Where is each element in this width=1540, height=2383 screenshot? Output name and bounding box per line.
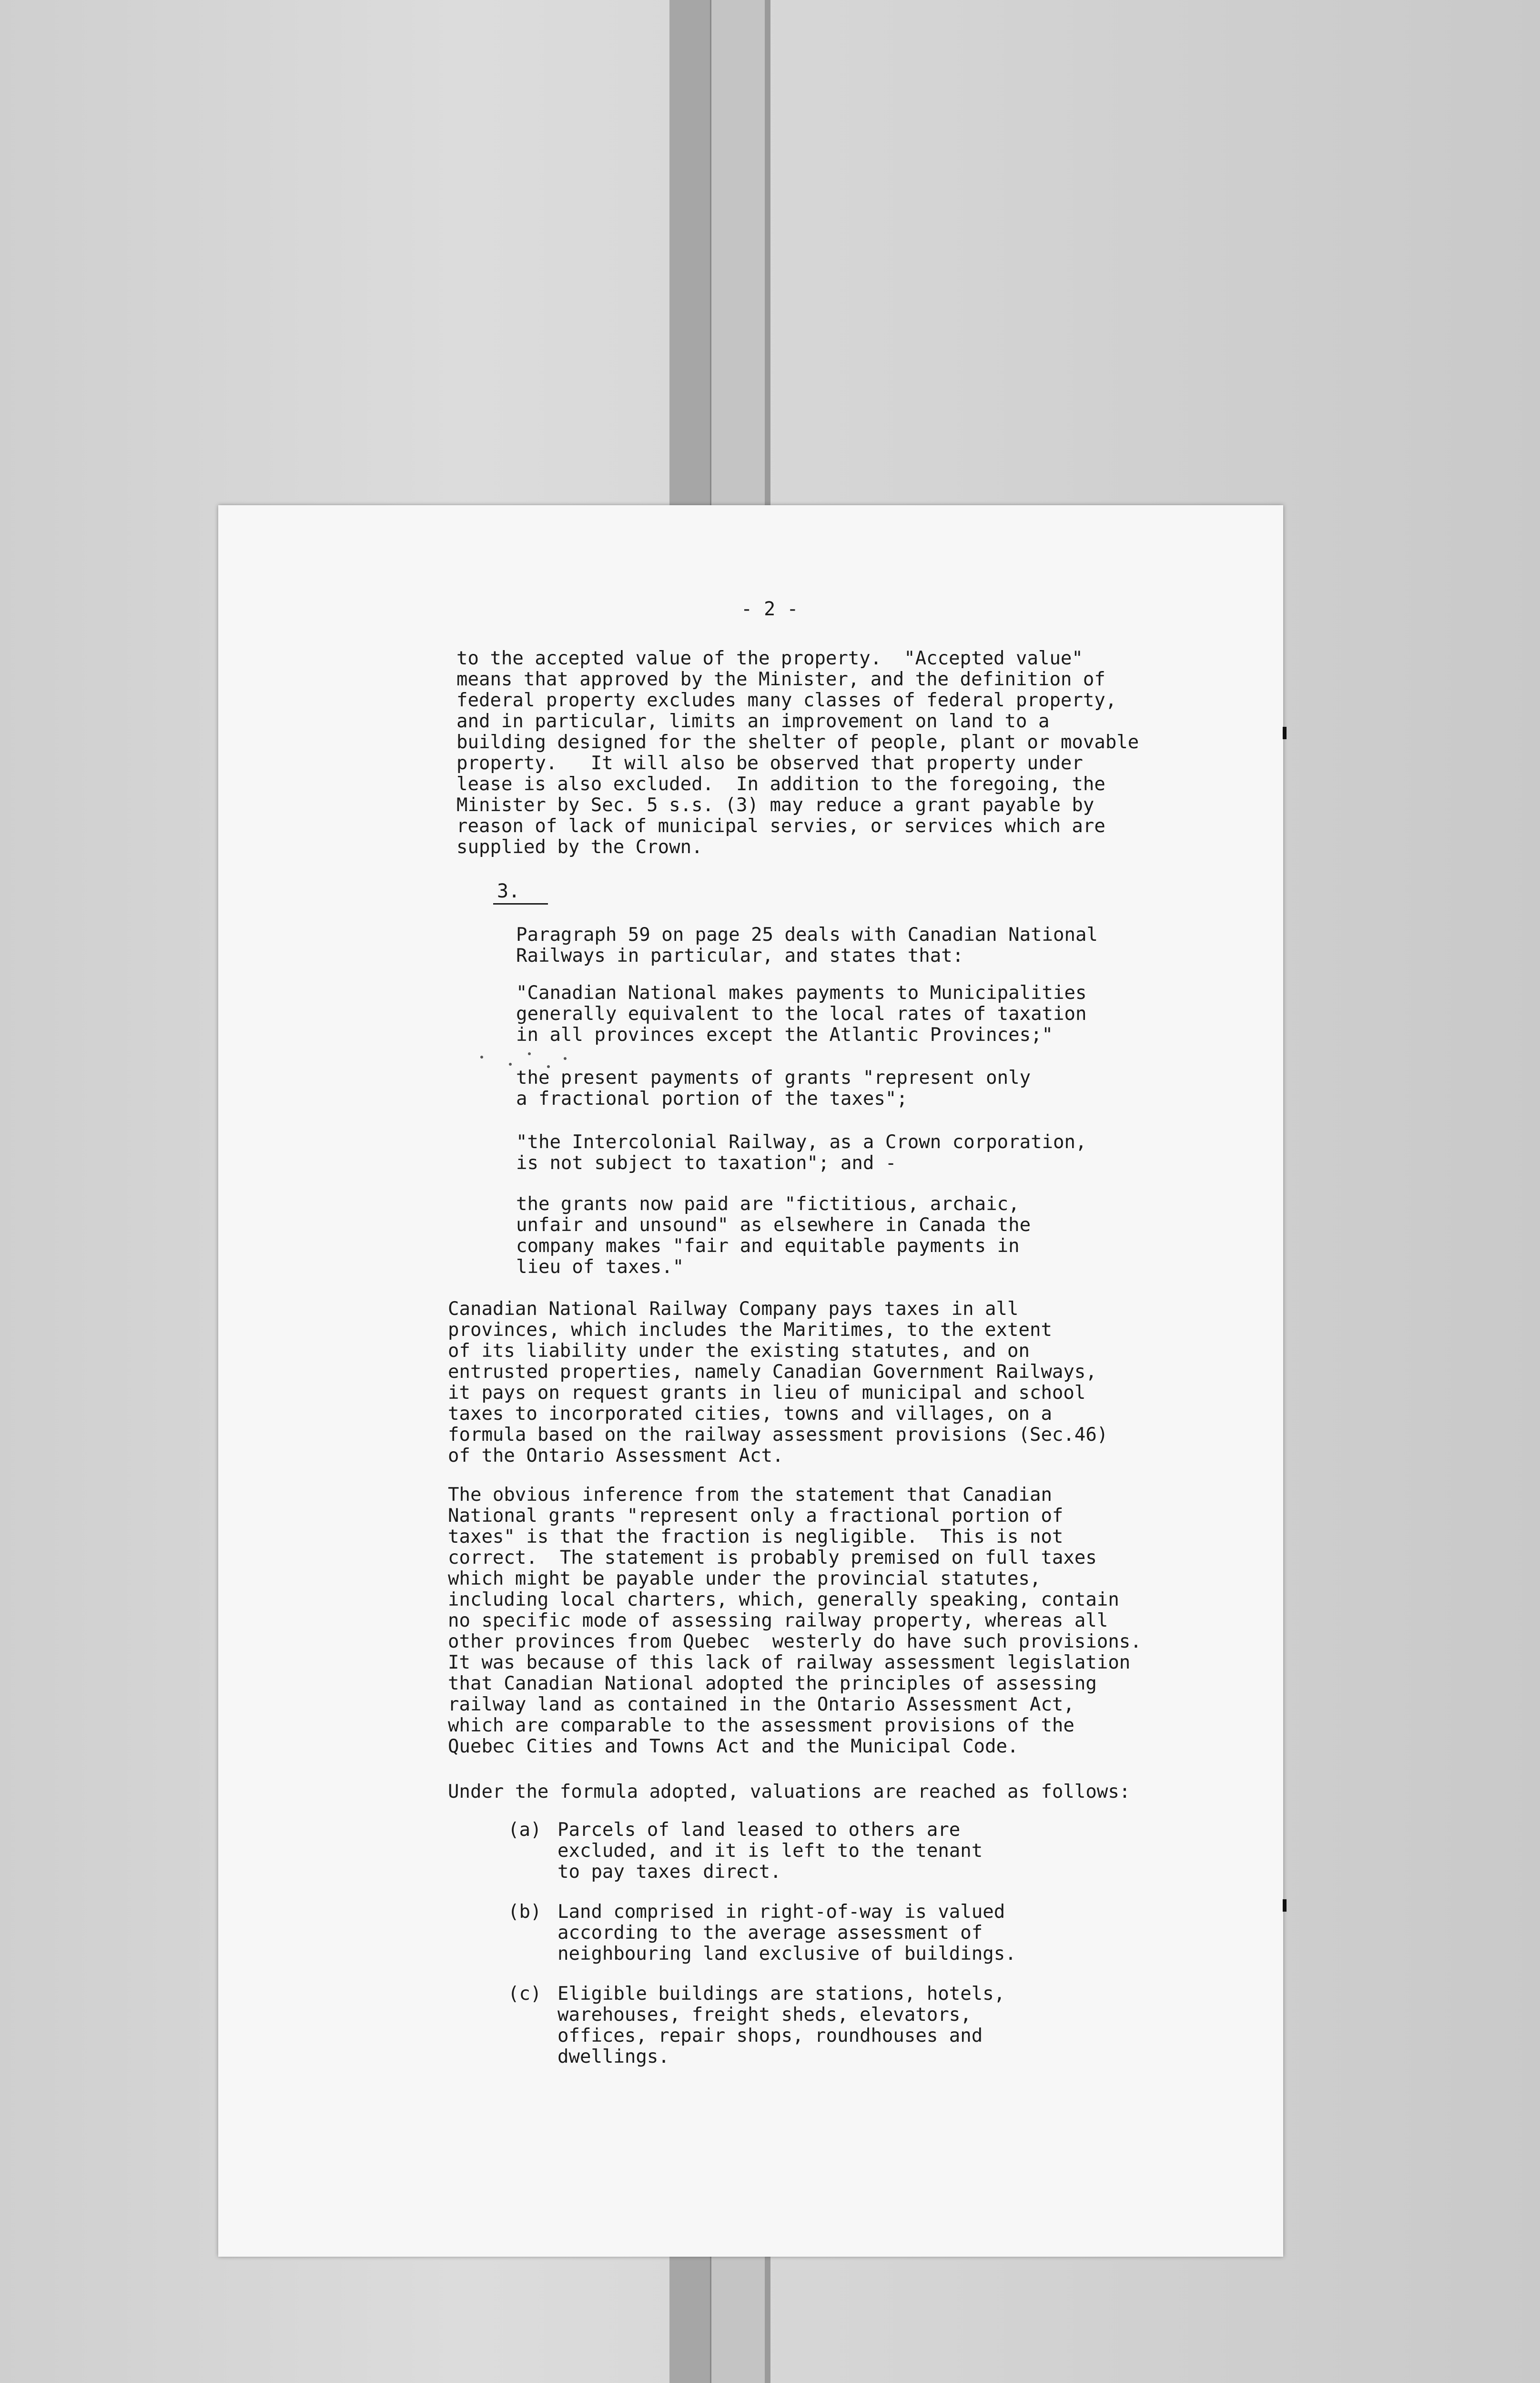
item-text: Eligible buildings are stations, hotels, warehouses, freight sheds, elevators, offices, repair shops, roundhouses and dwellings.: [557, 1983, 1005, 2067]
quoted-statement: "Canadian National makes payments to Municipalities generally equivalent to the local rates of taxation in all provinces except the Atlantic Provinces;": [516, 982, 1087, 1046]
section-number: 3.: [497, 880, 520, 902]
item-text: Parcels of land leased to others are excluded, and it is left to the tenant to pay taxes direct.: [557, 1819, 983, 1883]
item-label: (b): [508, 1901, 542, 1923]
paragraph-59: Paragraph 59 on page 25 deals with Canadian National Railways in particular, and states that:: [516, 924, 1098, 967]
body-paragraph: The obvious inference from the statement that Canadian National grants "represent only a fractional portion of taxes" is that the fraction is negligible. This is not correct. The statement is probably premised on full taxes which might be payable under the provincial statutes, including local charters, which, generally speaking, contain no specific mode of assessing railway property, whereas all other provinces from Quebec westerly do have such provisions. It was because of this lack of railway assessment legislation that Canadian National adopted the principles of assessing railway land as contained in the Ontario Assessment Act, which are comparable to the assessment provisions of the Quebec Cities and Towns Act and the Municipal Code.: [448, 1484, 1142, 1757]
edge-mark: [1283, 727, 1287, 739]
body-paragraph: Canadian National Railway Company pays taxes in all provinces, which includes the Maritimes, to the extent of its liability under the existing statutes, and on entrusted properties, namely Canadian Government Railways, it pays on request grants in lieu of municipal and school taxes to incorporated cities, towns and villages, on a formula based on the railway assessment provisions (Sec.46) of the Ontario Assessment Act.: [448, 1298, 1108, 1466]
section-underline: [493, 903, 548, 905]
body-paragraph: to the accepted value of the property. "Accepted value" means that approved by the Minister, and the definition of federal property excludes many classes of federal property, and in particular, limits an improvement on land to a building designed for the shelter of people, plant or movable property. It will also be observed that property under lease is also excluded. In addition to the foregoing, the Minister by Sec. 5 s.s. (3) may reduce a grant payable by reason of lack of municipal servies, or services which are supplied by the Crown.: [456, 648, 1139, 858]
item-label: (c): [508, 1983, 542, 2005]
edge-mark: [1283, 1899, 1287, 1912]
quoted-statement: the grants now paid are "fictitious, archaic, unfair and unsound" as elsewhere in Canada the company makes "fair and equitable payments in lieu of taxes.": [516, 1193, 1031, 1278]
item-label: (a): [508, 1819, 542, 1841]
quoted-statement: "the Intercolonial Railway, as a Crown corporation, is not subject to taxation"; and -: [516, 1131, 1087, 1174]
quoted-statement: the present payments of grants "represent only a fractional portion of the taxes";: [516, 1067, 1031, 1110]
page-number: - 2 -: [741, 598, 799, 620]
item-text: Land comprised in right-of-way is valued according to the average assessment of neighbouring land exclusive of buildings.: [557, 1901, 1016, 1965]
formula-intro: Under the formula adopted, valuations are reached as follows:: [448, 1781, 1131, 1803]
